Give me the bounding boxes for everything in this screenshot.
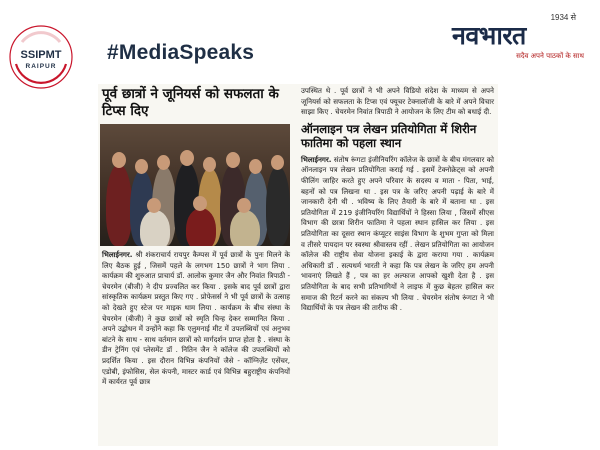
ssipmt-logo-sub: RAIPUR [25, 63, 57, 70]
article-1-body [102, 250, 290, 388]
article-1-headline: पूर्व छात्रों ने जूनियर्स को सफलता के टिप्स दिए [102, 86, 279, 119]
alumni-group-photo [100, 124, 290, 246]
newspaper-year: 1934 से [550, 13, 576, 22]
article-1-dateline: भिलाईनगर. [102, 250, 133, 259]
newspaper-title: नवभारत [452, 21, 526, 50]
header [0, 0, 600, 84]
article-2-body-text: संतोष रूंगटा इंजीनियरिंग कॉलेज के छात्रों के बीच मंगलवार को ऑनलाइन पत्र लेखन प्रतियोगिता कराई गई . इसमें टेक्नोक्रेट्स को अपनी फीलिंग जाहिर करते हुए अपने परिवार के सदस्य व माता - पिता, भाई, बहनों को पत्र लिखना था . इस पत्र के जरिए अपनी पढ़ाई के बारे में जानकारी देनी थी . भविष्य के लिए तैयारी के बारे में बताना था . इस प्रतियोगिता में 219 इंजीनियरिंग विद्यार्थियों ने हिस्सा लिया , जिसमें सीएस विभाग की छात्रा शिरीन फातिमा ने पहला स्थान हासिल कर लिया . इस प्रतियोगिता का दूसरा स्थान कंप्यूटर साइंस विभाग के शुभम गुप्ता को मिला व तीसरे पायदान पर स्वस्था श्रीवास्तव रहीं . लेखन प्रतियोगिता का आयोजन कॉलेज की राष्ट्रीय सेवा योजना इकाई के द्वारा कराया गया . कार्यक्रम अधिकारी डॉ . सत्यधर्म भारती ने कहा कि पत्र लेखन के जरिए हम अपनी भावनाएं लिखते हैं , पत्र का हर अल्फाज आपको खुशी देता है . इस प्रतियोगिता के बाद सभी प्रतिभागियों ने लाइफ में कुछ बेहतर हासिल कर समाज की रिटर्न करने का संकल्प भी लिया . चेयरमेन संतोष रूंगटा ने भी विद्यार्थियों के पत्र लेखन की तारीफ की . [301, 154, 494, 313]
ssipmt-logo-name: SSIPMT [20, 49, 62, 61]
hashtag-title: #MediaSpeaks [107, 41, 255, 64]
article-1-body-text: श्री शंकराचार्य रायपुर कैम्पस में पूर्व छात्रों के पुनः मिलने के लिए बैठक हुई , जिसमें पहले के लगभग 150 छात्रों ने भाग लिया . कार्यक्रम की शुरुआत प्राचार्य डॉ. आलोक कुमार जैन और निवांत त्रिपाठी - चेयरमेन (बीजी) ने दीप प्रज्वलित कर किया . इसके बाद पूर्व छात्रों द्वारा सांस्कृतिक कार्यक्रम प्रस्तुत किए गए . प्रोफेसर्स ने भी पूर्व छात्रों के उत्साह को देखते हुए स्टेज पर माइक थाम लिया . कार्यक्रम के बीच संस्था के चेयरमेन (बीजी) ने कुछ छात्रों को स्मृति चिन्ह देकर सम्मानित किया . अपने उद्बोधन में उन्होंने कहा कि एलुमनाई मीट में उपलब्धियों एवं अनुभव बांटने के साथ - साथ वर्तमान छात्रों को मार्गदर्शन प्राप्त होता है . संस्था के डीन ट्रेनिंग एवं प्लेसमेंट डॉ . नितिन जैन ने कॉलेज की उपलब्धियों को प्रदर्शित किया . इस दौरान विभिन्न कंपनियों जैसे - कॉग्निज़ेंट एसेंचर, एडोबी, इंफोसिस, सेल कंपनी, मास्टर कार्ड एवं विभिन्न बहुराष्ट्रीय कंपनियों में कार्यरत पूर्व छात्र [102, 250, 290, 387]
newspaper-logo [452, 6, 592, 64]
newspaper-tagline: सदैव अपने पाठकों के साथ [516, 52, 584, 60]
article-1-continued: उपस्थित थे . पूर्व छात्रों ने भी अपने विडियो संदेश के माध्यम से अपने जूनियर्स को सफलता के टिप्स एवं फ्यूचर टेक्नालॉजी के बारे में अपने विचार साझा किए . चेयरमेन निवांत त्रिपाठी ने आयोजन के लिए टीम को बधाई दी. [301, 86, 494, 117]
article-2-dateline: भिलाईनगर. [301, 154, 332, 164]
article-2-headline: ऑनलाइन पत्र लेखन प्रतियोगिता में शिरीन फातिमा को पहला स्थान [301, 121, 477, 151]
article-1-column [100, 84, 292, 446]
article-2-body [301, 155, 494, 314]
article-2-column [299, 84, 496, 446]
ssipmt-logo [8, 24, 74, 90]
newspaper-clipping [98, 84, 498, 446]
